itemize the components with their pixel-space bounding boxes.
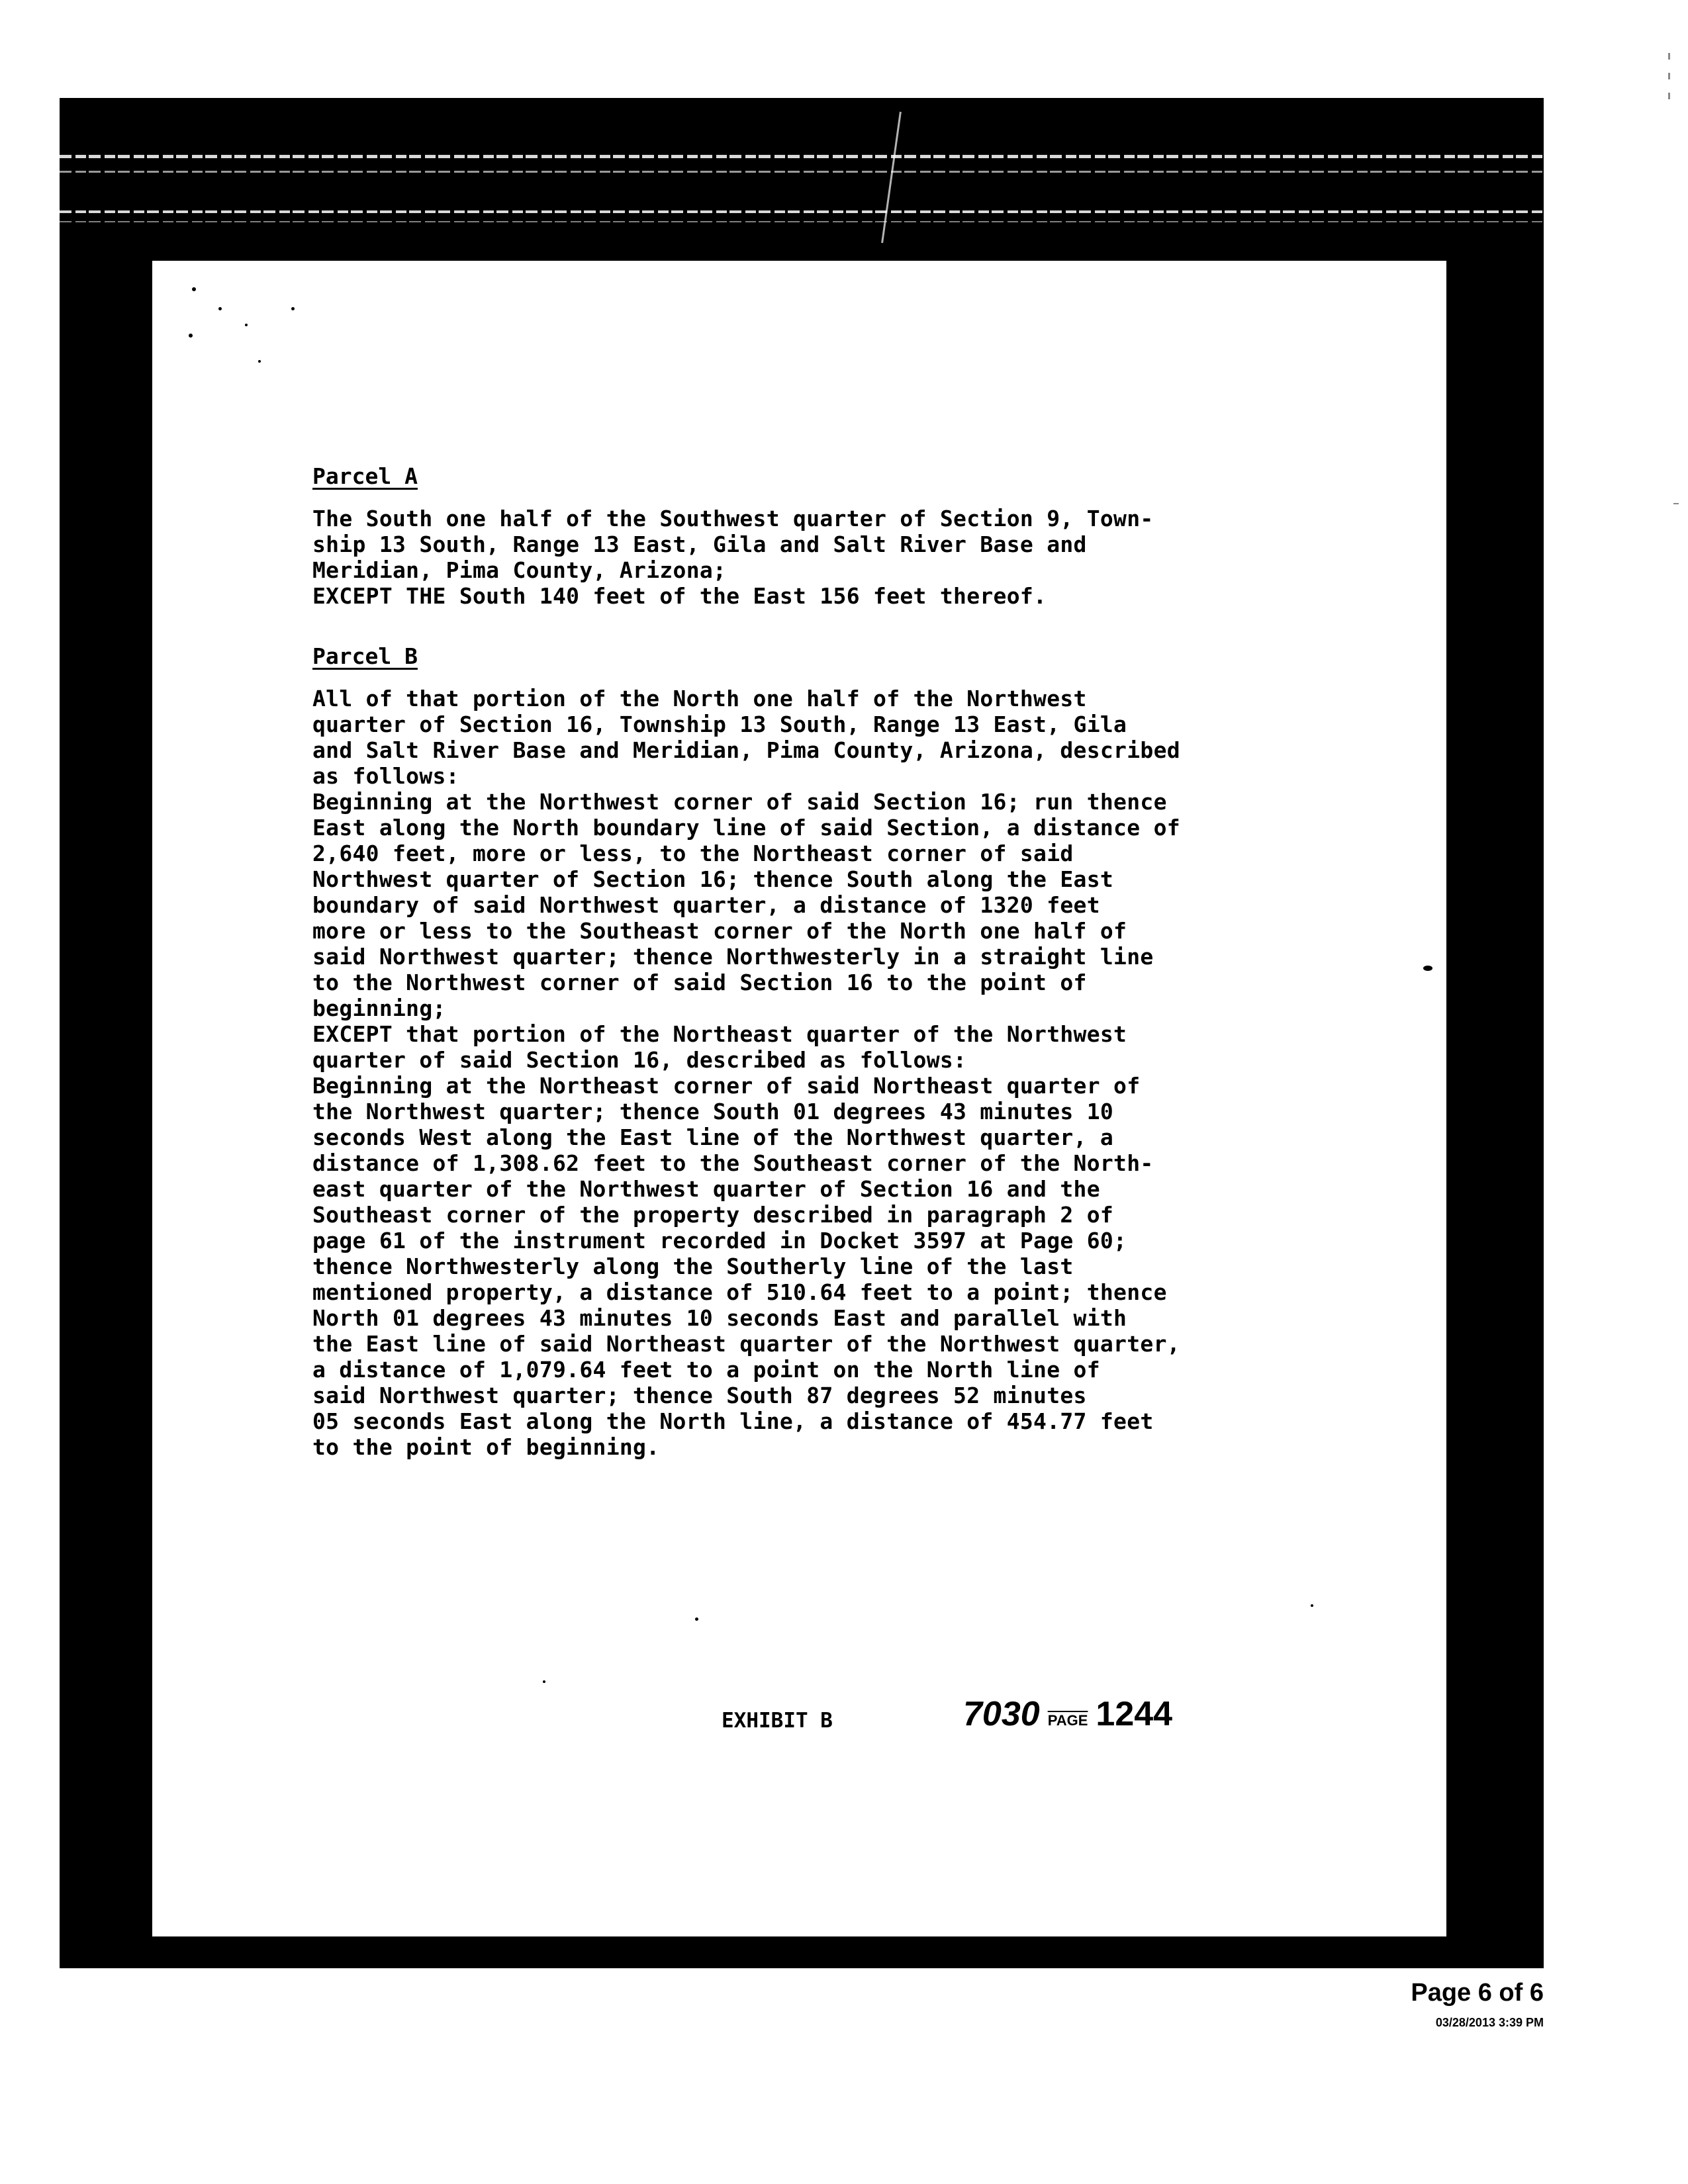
margin-mark bbox=[1668, 53, 1670, 60]
parcel-a-heading: Parcel A bbox=[312, 463, 418, 489]
scan-speck bbox=[543, 1680, 545, 1683]
exhibit-label: EXHIBIT B bbox=[722, 1709, 833, 1733]
scan-speck bbox=[1423, 966, 1432, 971]
scan-noise-band bbox=[60, 221, 1544, 222]
print-timestamp: 03/28/2013 3:39 PM bbox=[1435, 2016, 1544, 2029]
scan-speck bbox=[258, 360, 261, 363]
scan-noise-band bbox=[60, 155, 1544, 158]
scan-speck bbox=[695, 1617, 698, 1621]
scan-speck bbox=[189, 334, 193, 338]
scan-speck bbox=[245, 324, 248, 326]
parcel-a-description: The South one half of the Southwest quarter of Section 9, Town- ship 13 South, Range 13 East, Gila and Salt River Base and Meridian, Pima County, Arizona; EXCEPT THE South 140 feet of the East 156 feet thereof. bbox=[312, 506, 1154, 609]
scan-noise-band bbox=[60, 171, 1544, 173]
scan-speck bbox=[218, 307, 222, 310]
scan-speck bbox=[291, 307, 295, 310]
scan-speck bbox=[192, 287, 196, 291]
recording-page-number: 1244 bbox=[1096, 1695, 1173, 1733]
page-indicator: Page 6 of 6 bbox=[1411, 1979, 1544, 2007]
recording-book-number: 7030 bbox=[963, 1695, 1040, 1733]
scan-fold-line bbox=[881, 112, 902, 243]
margin-mark bbox=[1668, 93, 1670, 99]
parcel-b-description: All of that portion of the North one half of the Northwest quarter of Section 16, Township 13 South, Range 13 East, Gila and Salt River Base and Meridian, Pima County, Arizona, described as follows: Beginning at the Northwest corner of said Section 16; run thence East along the North boundary line of said Section, a distance of 2,640 feet, more or less, to the Northeast corner of said Northwest quarter of Section 16; thence South along the East boundary of said Northwest quarter, a distance of 1320 feet more or less to the Southeast corner of the North one half of said Northwest quarter; thence Northwesterly in a straight line to the Northwest corner of said Section 16 to the point of beginning; EXCEPT that portion of the Northeast quarter of the Northwest quarter of said Section 16, described as follows: Beginning at the Northeast corner of said Northeast quarter of the Northwest quarter; thence South 01 degrees 43 minutes 10 seconds West along the East line of the Northwest quarter, a distance of 1,308.62 feet to the Southeast corner of the North- east quarter of the Northwest quarter of Section 16 and the Southeast corner of the property described in paragraph 2 of page 61 of the instrument recorded in Docket 3597 at Page 60; thence Northwesterly along the Southerly line of the last mentioned property, a distance of 510.64 feet to a point; thence North 01 degrees 43 minutes 10 seconds East and parallel with the East line of said Northeast quarter of the Northwest quarter, a distance of 1,079.64 feet to a point on the North line of said Northwest quarter; thence South 87 degrees 52 minutes 05 seconds East along the North line, a distance of 454.77 feet to the point of beginning. bbox=[312, 686, 1180, 1460]
margin-mark bbox=[1668, 73, 1670, 79]
scan-speck bbox=[1311, 1604, 1313, 1607]
parcel-b-heading: Parcel B bbox=[312, 643, 418, 669]
recording-page-label: PAGE bbox=[1047, 1712, 1088, 1729]
recording-stamp bbox=[963, 1694, 1172, 1734]
scan-noise-band bbox=[60, 210, 1544, 213]
margin-mark bbox=[1673, 503, 1679, 504]
